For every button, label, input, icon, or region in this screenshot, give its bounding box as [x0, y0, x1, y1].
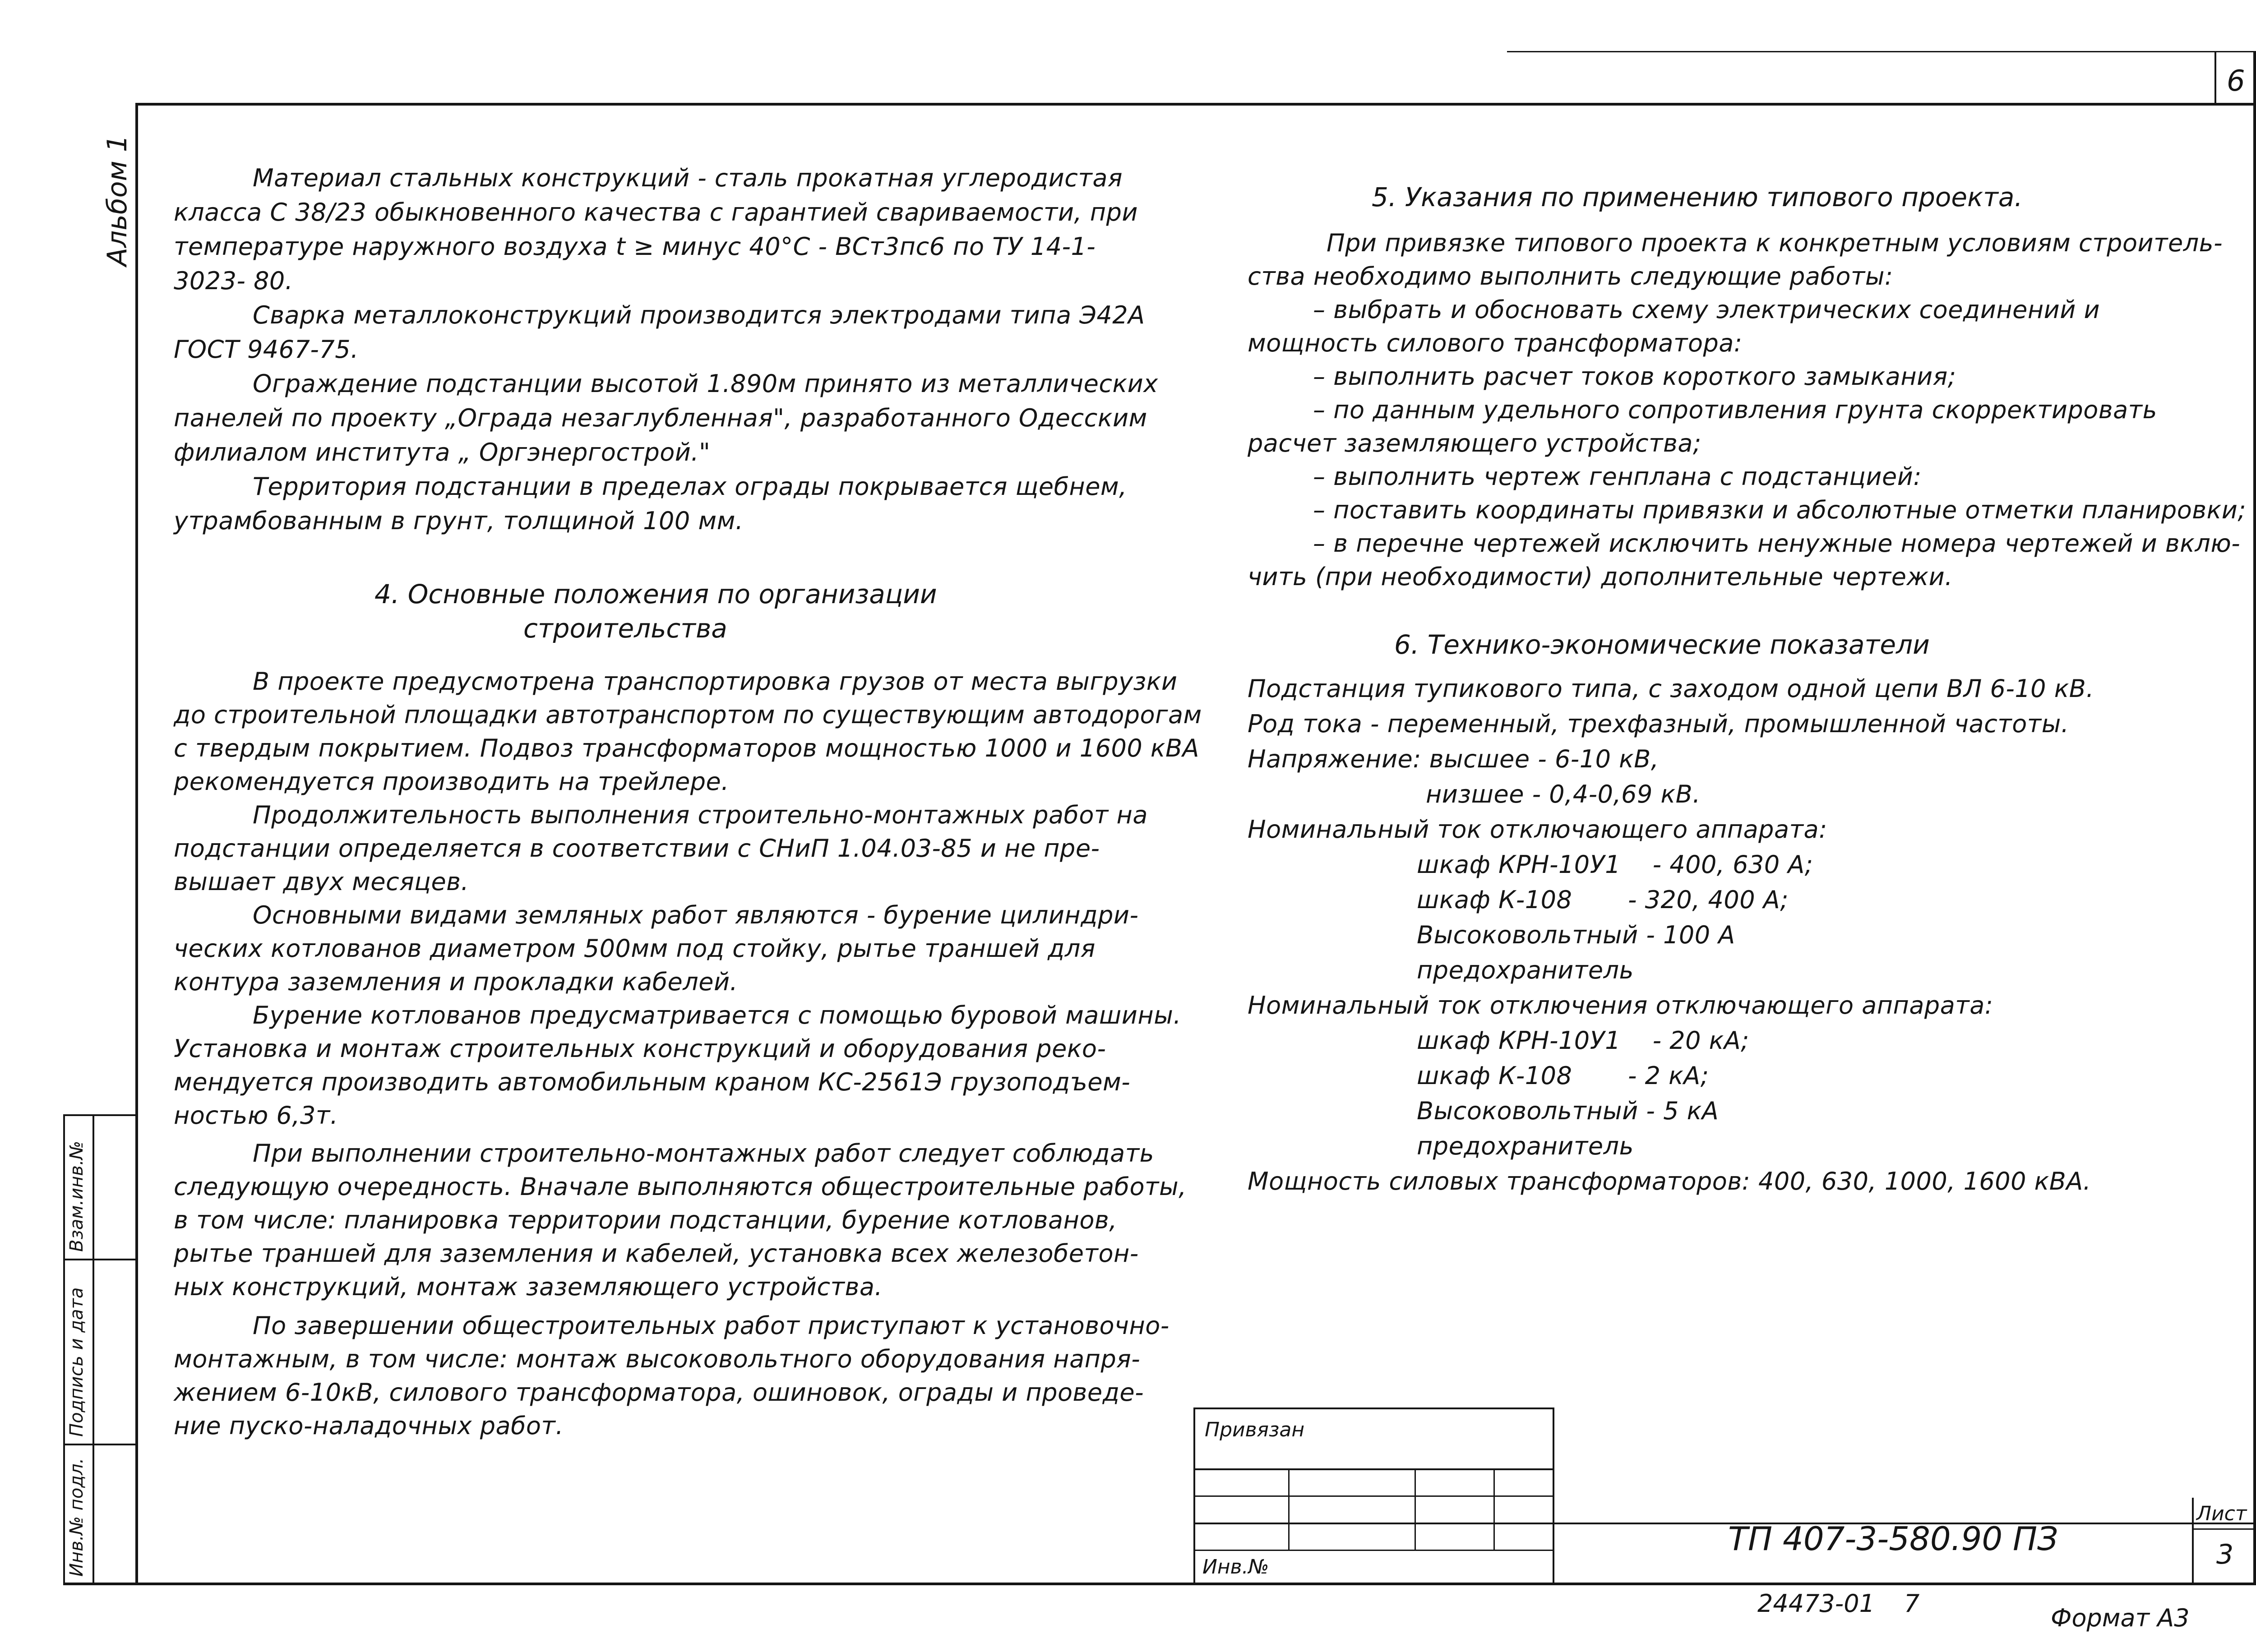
stamp-div-1: [63, 1259, 138, 1260]
s6-line4: низшее - 0,4-0,69 кВ.: [1426, 780, 1701, 808]
stamp-inner-line: [92, 1114, 94, 1585]
para9-line5: ных конструкций, монтаж заземляющего устройства.: [174, 1273, 883, 1301]
tb-inv-no: Инв.№: [1202, 1555, 1269, 1578]
tb-col-1: [1288, 1468, 1290, 1551]
section4-title-line1: 4. Основные положения по организации: [374, 579, 937, 609]
s6-line13: Высоковольтный - 5 кА: [1417, 1097, 1719, 1125]
stamp-top: [63, 1114, 138, 1116]
para9-line3: в том числе: планировка территории подстанции, бурение котлованов,: [174, 1206, 1117, 1234]
frame-bottom: [63, 1583, 2256, 1585]
para1-line1: Материал стальных конструкций - сталь прокатная углеродистая: [253, 164, 1123, 192]
s6-line1: Подстанция тупикового типа, с заходом одной цепи ВЛ 6-10 кВ.: [1248, 674, 2094, 703]
stamp-div-2: [63, 1444, 138, 1445]
para7-line2: ческих котлованов диаметром 500мм под стойку, рытье траншей для: [174, 934, 1096, 963]
frame-left: [135, 103, 138, 1585]
para10-line2: монтажным, в том числе: монтаж высоковольтного оборудования напря-: [174, 1345, 1141, 1373]
tb-col-2: [1415, 1468, 1416, 1551]
tb-row-1: [1193, 1468, 1554, 1470]
s5-line1: При привязке типового проекта к конкретным условиям строитель-: [1327, 229, 2223, 257]
tb-col-3: [1493, 1468, 1495, 1551]
s6-line9: предохранитель: [1417, 956, 1634, 984]
para1-line3: температуре наружного воздуха t ≥ минус 40°С - ВСт3пс6 по ТУ 14-1-: [174, 232, 1096, 261]
para5-line1: В проекте предусмотрена транспортировка грузов от места выгрузки: [253, 667, 1178, 696]
s6-line8: Высоковольтный - 100 А: [1417, 921, 1735, 949]
para8-line3: мендуется производить автомобильным краном КС-2561Э грузоподъем-: [174, 1068, 1131, 1096]
s6-line5: Номинальный ток отключающего аппарата:: [1248, 815, 1827, 844]
s5-line10: – в перечне чертежей исключить ненужные номера чертежей и вклю-: [1313, 529, 2241, 558]
para1-line2: класса С 38/23 обыкновенного качества с гарантией свариваемости, при: [174, 198, 1138, 226]
para3-line3: филиалом института „ Оргэнергострой.": [174, 438, 711, 466]
para4-line1: Территория подстанции в пределах ограды покрывается щебнем,: [253, 472, 1127, 501]
para6-line1: Продолжительность выполнения строительно-монтажных работ на: [253, 801, 1148, 829]
para9-line2: следующую очередность. Вначале выполняются общестроительные работы,: [174, 1172, 1187, 1201]
stamp-left-edge: [63, 1114, 65, 1585]
s5-line2: ства необходимо выполнить следующие работы:: [1248, 262, 1893, 291]
section4-title-line2: строительства: [523, 613, 727, 644]
tb-row-2: [1193, 1495, 1554, 1497]
footer-copy-no: 7: [1904, 1589, 1920, 1618]
para8-line4: ностью 6,3т.: [174, 1101, 338, 1130]
s6-line12: шкаф К-108 - 2 кА;: [1417, 1061, 1709, 1090]
para10-line1: По завершении общестроительных работ приступают к установочно-: [253, 1311, 1170, 1340]
para10-line3: жением 6-10кВ, силового трансформатора, ошиновок, ограды и проведе-: [174, 1378, 1144, 1407]
s5-line5: – выполнить расчет токов короткого замыкания;: [1313, 362, 1956, 391]
para8-line1: Бурение котлованов предусматривается с помощью буровой машины.: [253, 1001, 1182, 1029]
para5-line2: до строительной площадки автотранспортом по существующим автодорогам: [174, 701, 1202, 729]
s6-line2: Род тока - переменный, трехфазный, промышленной частоты.: [1248, 710, 2069, 738]
stamp-label-vzam-inv: Взам.инв.№: [66, 1140, 87, 1252]
tb-designation: ТП 407-3-580.90 ПЗ: [1728, 1520, 2058, 1558]
s6-line6: шкаф КРН-10У1 - 400, 630 А;: [1417, 850, 1813, 879]
tb-row-3: [1193, 1523, 2256, 1524]
s6-line10: Номинальный ток отключения отключающего аппарата:: [1248, 991, 1993, 1020]
tb-list-label: Лист: [2196, 1502, 2247, 1525]
footer-number: 24473-01: [1757, 1589, 1875, 1618]
section5-title: 5. Указания по применению типового проекта.: [1372, 182, 2023, 212]
tb-list-number: 3: [2216, 1539, 2234, 1570]
para2-line2: ГОСТ 9467-75.: [174, 335, 359, 364]
s5-line6: – по данным удельного сопротивления грунта скорректировать: [1313, 396, 2157, 424]
stamp-label-signature-date: Подпись и дата: [66, 1287, 87, 1437]
s5-line7: расчет заземляющего устройства;: [1248, 429, 1701, 457]
s5-line3: – выбрать и обосновать схему электрических соединений и: [1313, 295, 2100, 324]
para3-line1: Ограждение подстанции высотой 1.890м принято из металлических: [253, 369, 1158, 398]
s6-line7: шкаф К-108 - 320, 400 А;: [1417, 886, 1789, 914]
para9-line4: рытье траншей для заземления и кабелей, установка всех железобетон-: [174, 1239, 1139, 1268]
para7-line3: контура заземления и прокладки кабелей.: [174, 968, 738, 996]
s5-line11: чить (при необходимости) дополнительные чертежи.: [1248, 563, 1953, 591]
para1-line4: 3023- 80.: [174, 267, 293, 295]
para2-line1: Сварка металлоконструкций производится электродами типа Э42А: [253, 301, 1145, 329]
s5-line8: – выполнить чертеж генплана с подстанцией:: [1313, 462, 1922, 491]
para3-line2: панелей по проекту „Ограда незаглубленная", разработанного Одесским: [174, 404, 1147, 432]
s6-line14: предохранитель: [1417, 1132, 1634, 1160]
para6-line2: подстанции определяется в соответствии с СНиП 1.04.03-85 и не пре-: [174, 834, 1100, 863]
stamp-label-inv-podl: Инв.№ подл.: [66, 1458, 87, 1577]
sheet-corner-number: 6: [2227, 65, 2245, 98]
para5-line3: с твердым покрытием. Подвоз трансформаторов мощностью 1000 и 1600 кВА: [174, 734, 1199, 762]
s6-line11: шкаф КРН-10У1 - 20 кА;: [1417, 1026, 1749, 1055]
para7-line1: Основными видами земляных работ являются - бурение цилиндри-: [253, 901, 1139, 929]
section6-title: 6. Технико-экономические показатели: [1394, 629, 1930, 660]
para4-line2: утрамбованным в грунт, толщиной 100 мм.: [174, 507, 744, 535]
para9-line1: При выполнении строительно-монтажных работ следует соблюдать: [253, 1139, 1154, 1167]
para8-line2: Установка и монтаж строительных конструкций и оборудования реко-: [174, 1034, 1106, 1063]
frame-top: [135, 103, 2256, 106]
tb-row-4: [1193, 1550, 1554, 1551]
s6-line15: Мощность силовых трансформаторов: 400, 630, 1000, 1600 кВА.: [1248, 1167, 2091, 1195]
footer-format: Формат А3: [2051, 1604, 2190, 1632]
s5-line4: мощность силового трансформатора:: [1248, 329, 1743, 357]
para6-line3: вышает двух месяцев.: [174, 868, 469, 896]
para5-line4: рекомендуется производить на трейлере.: [174, 767, 729, 796]
para10-line4: ние пуско-наладочных работ.: [174, 1412, 564, 1440]
tb-box-top: [1193, 1407, 1554, 1409]
album-label: Альбом 1: [102, 135, 133, 266]
corner-box-left: [2214, 51, 2216, 106]
tb-list-line: [2192, 1528, 2256, 1530]
s5-line9: – поставить координаты привязки и абсолютные отметки планировки;: [1313, 496, 2247, 524]
top-short-line: [1507, 51, 2256, 52]
tb-right-divider: [2192, 1498, 2194, 1584]
frame-right: [2253, 51, 2256, 1585]
tb-privyazan: Привязан: [1205, 1418, 1305, 1441]
s6-line3: Напряжение: высшее - 6-10 кВ,: [1248, 745, 1659, 773]
